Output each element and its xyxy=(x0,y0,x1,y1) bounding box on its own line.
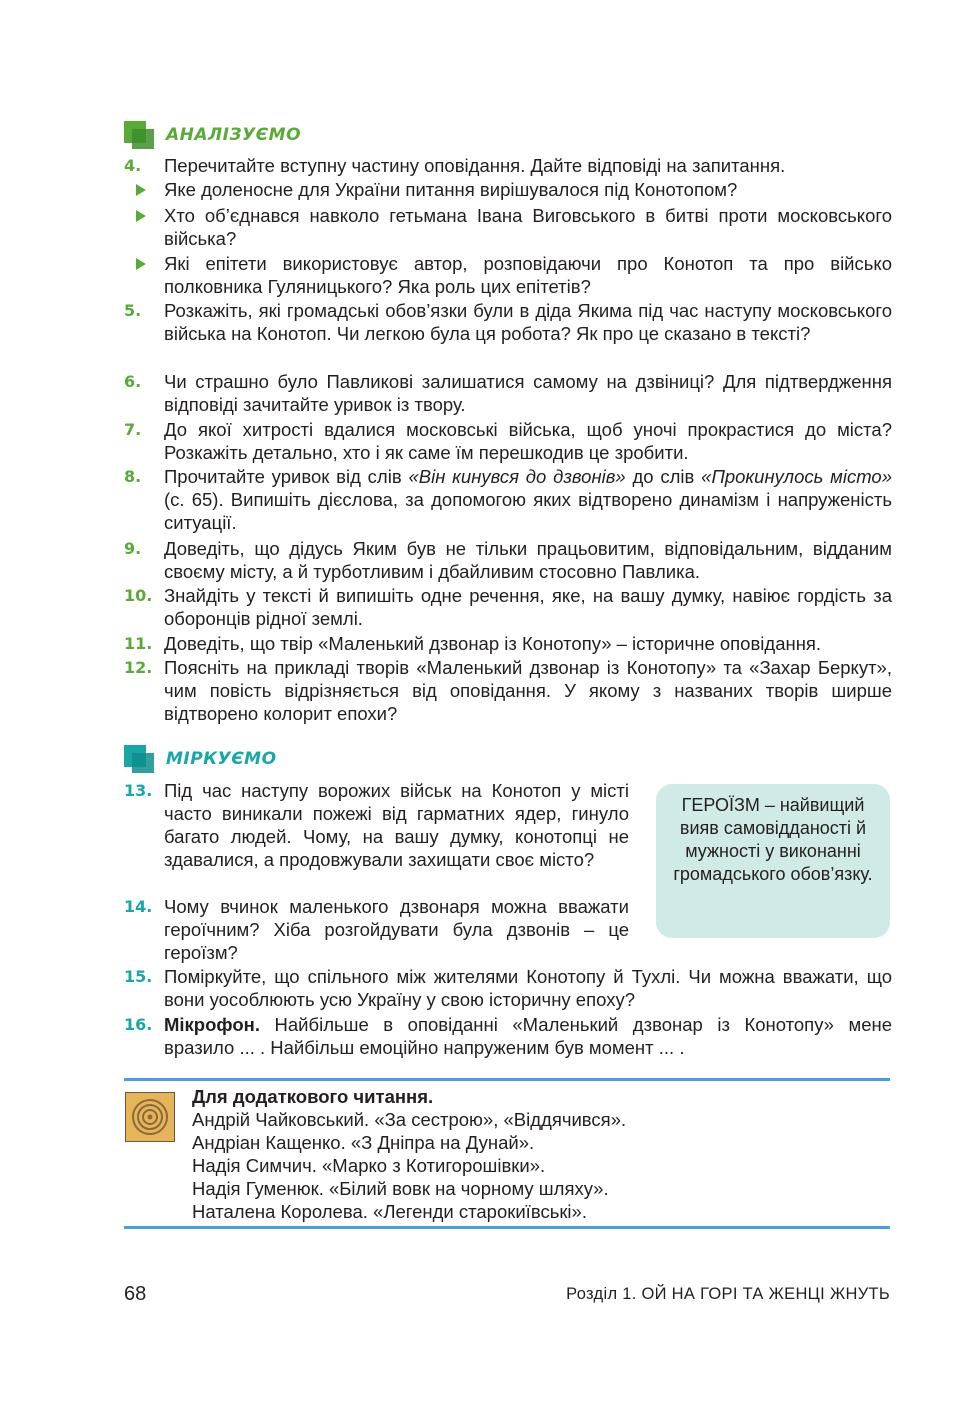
section-square-icon xyxy=(124,745,154,773)
question-number: 11. xyxy=(124,634,153,653)
reading-item: Наталена Королева. «Легенди старокиївські». xyxy=(192,1201,587,1222)
question-number: 9. xyxy=(124,539,142,558)
question-7 xyxy=(124,418,892,464)
definition-callout: ГЕРОЇЗМ – найвищий вияв самовідданості й мужності у виконанні громадського обов’язку. xyxy=(656,784,890,938)
question-text: Перечитайте вступну частину оповідання. Дайте відповіді на запитання. xyxy=(164,155,786,176)
question-text: Розкажіть, які громадські обов’язки були в діда Якима під час наступу московського війська на Конотоп. Чи легкою була ця робота? Як про це сказано в тексті? xyxy=(164,300,892,344)
section-header-analyze xyxy=(124,121,301,149)
triangle-bullet-icon xyxy=(136,258,146,270)
question-15 xyxy=(124,965,892,1011)
question-text: Поясніть на прикладі творів «Маленький дзвонар із Конотопу» та «Захар Беркут», чим повість відрізняється від оповідання. У якому з названих творів ширше відтворено колорит епохи? xyxy=(164,657,892,724)
question-number: 4. xyxy=(124,156,142,175)
reading-item: Андрій Чайковський. «За сестрою», «Віддячився». xyxy=(192,1109,627,1130)
divider-top xyxy=(124,1078,890,1081)
sub-question xyxy=(124,204,892,250)
question-text: Чому вчинок маленького дзвонаря можна вважати героїчним? Хіба розгойдувати була дзвонів – це героїзм? xyxy=(164,896,629,963)
additional-reading xyxy=(192,1085,626,1223)
question-text: Під час наступу ворожих військ на Конотоп у місті часто виникали пожежі від гарматних ядер, гинуло багато людей. Чому, на вашу думку, конотопці не здавалися, а продовжували захищати своє місто? xyxy=(164,780,629,870)
question-16 xyxy=(124,1013,892,1059)
question-14 xyxy=(124,895,629,964)
reading-title: Для додаткового читання. xyxy=(192,1086,434,1107)
question-number: 6. xyxy=(124,372,142,391)
question-4 xyxy=(124,154,892,177)
question-text: Знайдіть у тексті й випишіть одне речення, яке, на вашу думку, навіює гордість за оборонців рідної землі. xyxy=(164,585,892,629)
question-text: Яке доленосне для України питання вирішувалося під Конотопом? xyxy=(164,179,738,200)
question-text: Доведіть, що дідусь Яким був не тільки працьовитим, відповідальним, відданим своєму місту, а й турботливим і дбайливим стосовно Павлика. xyxy=(164,538,892,582)
divider-bottom xyxy=(124,1226,890,1229)
question-number: 13. xyxy=(124,781,153,800)
question-number: 5. xyxy=(124,301,142,320)
question-text: Хто об’єднався навколо гетьмана Івана Виговського в битві проти московського війська? xyxy=(164,205,892,249)
section-square-icon xyxy=(124,121,154,149)
question-number: 16. xyxy=(124,1015,153,1034)
question-number: 10. xyxy=(124,586,153,605)
sub-question xyxy=(124,252,892,298)
question-text: Доведіть, що твір «Маленький дзвонар із Конотопу» – історичне оповідання. xyxy=(164,633,822,654)
question-text: Прочитайте уривок від слів «Він кинувся до дзвонів» до слів «Прокинулось місто» (с. 65). Випишіть дієслова, за допомогою яких відтворено динамізм і напруженість ситуації. xyxy=(164,466,892,533)
reading-item: Андріан Кащенко. «З Дніпра на Дунай». xyxy=(192,1132,535,1153)
question-12 xyxy=(124,656,892,725)
question-text: Які епітети використовує автор, розповідаючи про Конотоп та про військо полковника Гуляницького? Яка роль цих епітетів? xyxy=(164,253,892,297)
question-5 xyxy=(124,299,892,345)
question-10 xyxy=(124,584,892,630)
reading-item: Надія Симчич. «Марко з Котигорошівки». xyxy=(192,1155,546,1176)
question-number: 8. xyxy=(124,467,142,486)
question-text: До якої хитрості вдалися московські війська, щоб уночі прокрастися до міста? Розкажіть детально, хто і як саме їм перешкодив це зробити. xyxy=(164,419,892,463)
question-text: Поміркуйте, що спільного між жителями Конотопу й Тухлі. Чи можна вважати, що вони уособлюють усю Україну у свою історичну епоху? xyxy=(164,966,892,1010)
triangle-bullet-icon xyxy=(136,210,146,222)
sub-question xyxy=(124,178,892,201)
question-9 xyxy=(124,537,892,583)
reading-item: Надія Гуменюк. «Білий вовк на чорному шляху». xyxy=(192,1178,609,1199)
book-reading-icon xyxy=(125,1092,175,1142)
question-text: Мікрофон. Найбільше в оповіданні «Маленький дзвонар із Конотопу» мене вразило ... . Найбільш емоційно напруженим був момент ... . xyxy=(164,1014,892,1058)
question-number: 7. xyxy=(124,420,142,439)
question-8 xyxy=(124,465,892,534)
page-number: 68 xyxy=(124,1283,147,1305)
question-text: Чи страшно було Павликові залишатися самому на дзвіниці? Для підтвердження відповіді зачитайте уривок із твору. xyxy=(164,371,892,415)
question-number: 15. xyxy=(124,967,153,986)
question-11 xyxy=(124,632,892,655)
running-footer: Розділ 1. ОЙ НА ГОРІ ТА ЖЕНЦІ ЖНУТЬ xyxy=(566,1285,890,1303)
question-number: 14. xyxy=(124,897,153,916)
question-number: 12. xyxy=(124,658,153,677)
section-title: АНАЛІЗУЄМО xyxy=(166,125,302,145)
question-13 xyxy=(124,779,629,871)
triangle-bullet-icon xyxy=(136,184,146,196)
section-title: МІРКУЄМО xyxy=(166,749,277,769)
question-6 xyxy=(124,370,892,416)
section-header-think xyxy=(124,745,277,773)
